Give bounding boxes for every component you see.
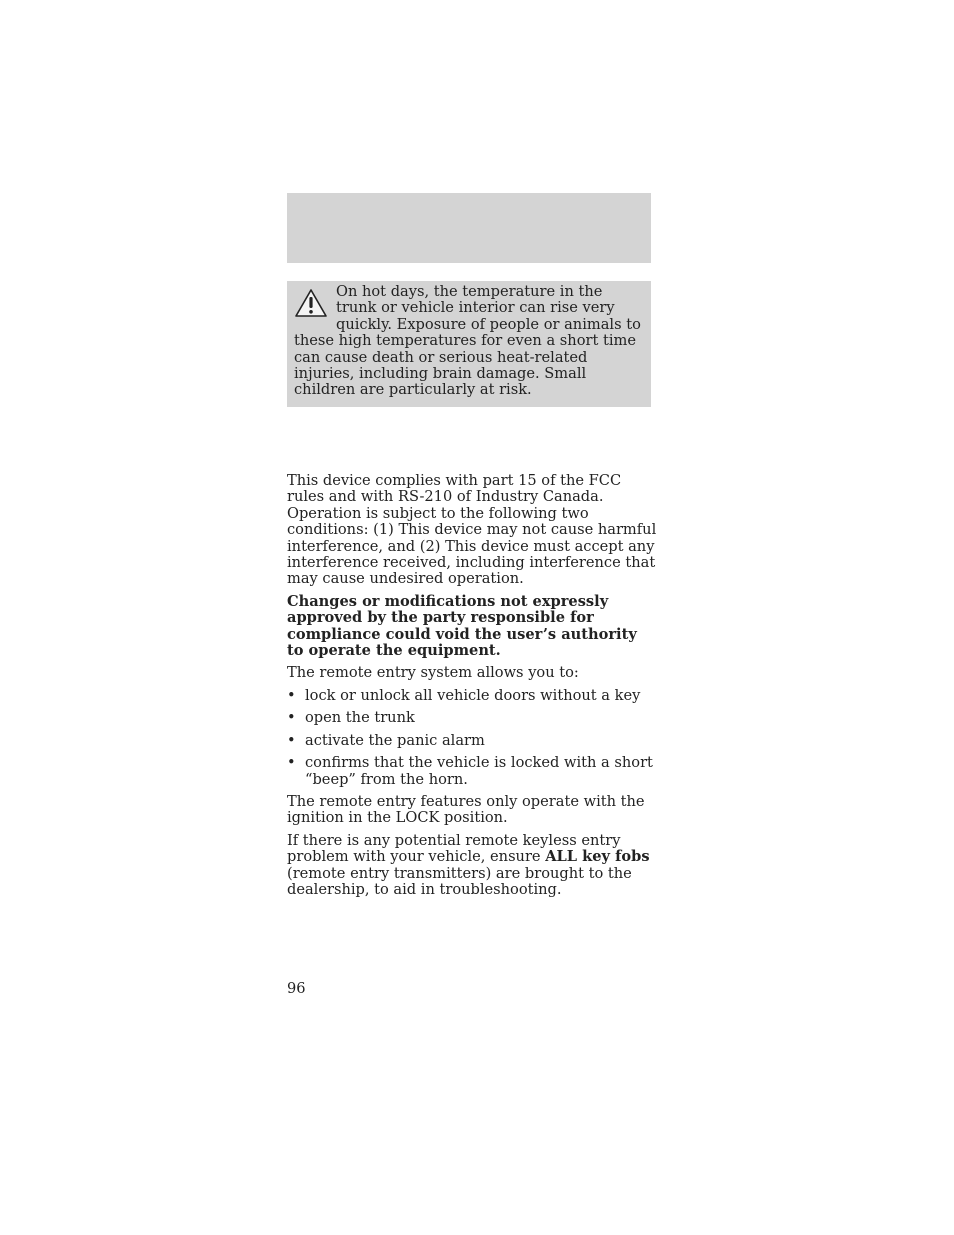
main-content — [287, 473, 657, 904]
remote-intro-paragraph: The remote entry system allows you to: — [287, 664, 579, 682]
fcc-paragraph: This device complies with part 15 of the FCC rules and with RS-210 of Industry Canada. Operation is subject to the following two conditions: (1) This device may not cause harmful interference, and (2) This device must accept any interference received, including interference that may cause undesired operation. — [287, 472, 657, 588]
keyless-emphasis: ALL key fobs — [545, 848, 650, 866]
keyless-text-start: If there is any potential remote keyless entry problem with your vehicle, ensure — [287, 831, 621, 866]
list-item-text: activate the panic alarm — [305, 731, 485, 749]
bullet-icon: • — [287, 754, 296, 772]
list-item-text: lock or unlock all vehicle doors without a key — [305, 686, 641, 704]
bullet-icon: • — [287, 686, 296, 704]
keyless-entry-paragraph — [287, 833, 657, 899]
section-header-band — [287, 193, 651, 263]
list-item — [287, 710, 657, 726]
list-item-text: open the trunk — [305, 709, 415, 727]
list-item — [287, 755, 657, 788]
bullet-icon: • — [287, 709, 296, 727]
list-item — [287, 733, 657, 749]
warning-text: On hot days, the temperature in the trunk or vehicle interior can rise very quickly. Exposure of people or animals to these high temperatures for even a short time can cause death or serious heat-related injuries, including brain damage. Small children are particularly at risk. — [294, 283, 641, 399]
warning-box — [287, 281, 651, 407]
keyless-text-end: (remote entry transmitters) are brought to the dealership, to aid in troubleshooting. — [287, 864, 632, 898]
changes-warning-paragraph: Changes or modifications not expressly approved by the party responsible for compliance could void the user’s authority to operate the equipment. — [287, 592, 637, 660]
remote-features-list — [287, 688, 657, 788]
warning-triangle-icon — [294, 288, 328, 318]
ignition-paragraph: The remote entry features only operate with the ignition in the LOCK position. — [287, 792, 645, 827]
list-item — [287, 688, 657, 704]
list-item-text: confirms that the vehicle is locked with a short “beep” from the horn. — [305, 754, 653, 788]
bullet-icon: • — [287, 731, 296, 749]
page-number: 96 — [287, 980, 306, 997]
